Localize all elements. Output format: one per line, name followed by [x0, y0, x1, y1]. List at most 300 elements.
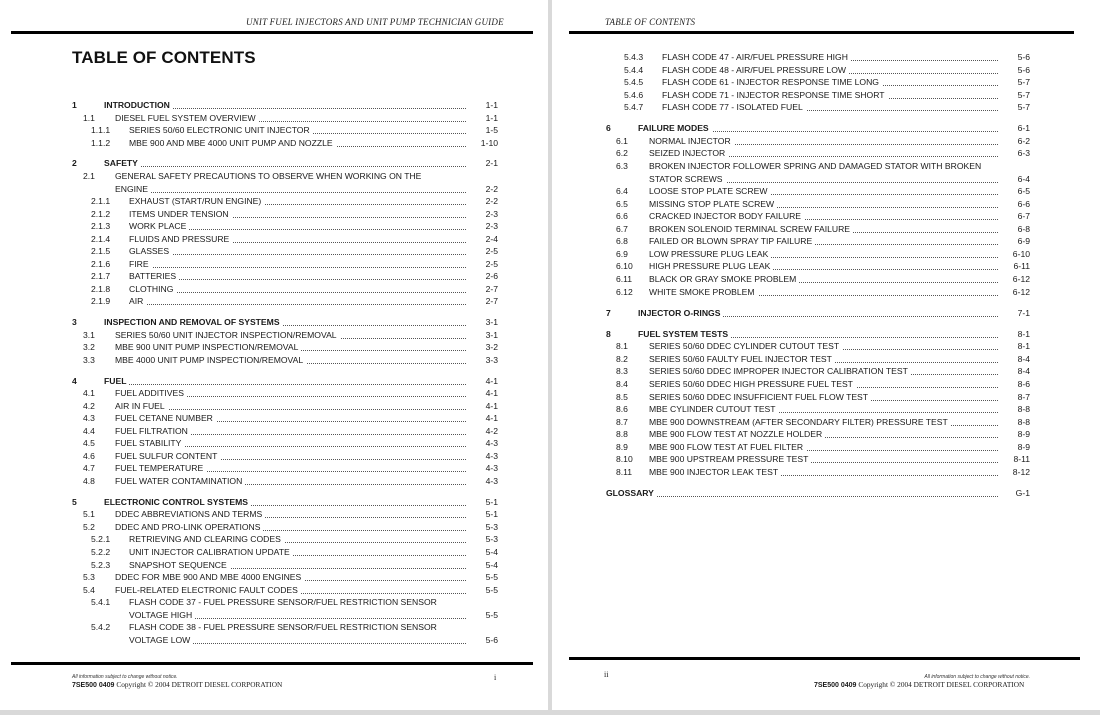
toc-title-text [129, 245, 466, 257]
toc-entry[interactable] [552, 76, 1100, 88]
footer-copyright-line [72, 680, 282, 689]
toc-page-number: 2-5 [485, 246, 498, 257]
toc-title-text [129, 609, 466, 621]
toc-section-number: 2.1.8 [91, 283, 111, 294]
toc-title-label: HIGH PRESSURE PLUG LEAK [649, 261, 773, 271]
toc-title-text [129, 208, 466, 220]
toc-entry[interactable] [0, 375, 548, 387]
toc-title-label: DIESEL FUEL SYSTEM OVERVIEW [115, 113, 259, 123]
dot-leader [115, 192, 466, 193]
toc-entry[interactable] [552, 487, 1100, 499]
toc-entry[interactable] [552, 135, 1100, 147]
toc-title-text [129, 533, 466, 545]
toc-title-label: FUEL-RELATED ELECTRONIC FAULT CODES [115, 585, 301, 595]
toc-entry[interactable] [552, 51, 1100, 63]
toc-section-number: 3.2 [83, 342, 95, 353]
toc-page-number: 1-10 [480, 137, 498, 148]
toc-title-label: VOLTAGE HIGH [129, 610, 195, 620]
toc-section-number: 6.10 [616, 261, 633, 272]
toc-title-text [649, 248, 998, 260]
toc-entry[interactable] [0, 437, 548, 449]
toc-title-text [649, 160, 1030, 172]
toc-title-text [129, 596, 498, 608]
toc-entry[interactable] [0, 329, 548, 341]
toc-entry[interactable] [0, 183, 548, 195]
toc-entry[interactable] [0, 354, 548, 366]
toc-section-number: 8.11 [616, 466, 633, 477]
toc-entry[interactable] [552, 378, 1100, 390]
toc-title-text [115, 170, 498, 182]
toc-title-label: MBE 900 FLOW TEST AT NOZZLE HOLDER [649, 429, 825, 439]
toc-section-number: 5.2.2 [91, 546, 111, 557]
toc-title-text [649, 365, 998, 377]
toc-page-number: 4-1 [485, 413, 498, 424]
toc-entry[interactable] [0, 341, 548, 353]
toc-title-label: FLASH CODE 37 - FUEL PRESSURE SENSOR/FUEL RESTRICTION SENSOR [129, 597, 440, 607]
toc-page-number: 6-5 [1017, 186, 1030, 197]
toc-entry[interactable] [552, 198, 1100, 210]
toc-title-text [129, 283, 466, 295]
toc-page-number: 2-4 [485, 233, 498, 244]
toc-title-text [129, 233, 466, 245]
toc-section-number: 6.7 [616, 223, 628, 234]
toc-section-number: 8.10 [616, 454, 633, 465]
toc-entry[interactable] [0, 387, 548, 399]
toc-title-label: MBE 900 AND MBE 4000 UNIT PUMP AND NOZZLE [129, 138, 336, 148]
header-rule [569, 31, 1074, 34]
page-folio: ii [604, 670, 609, 679]
toc-entry[interactable] [0, 112, 548, 124]
toc-title-label: FLUIDS AND PRESSURE [129, 234, 232, 244]
toc-title-text [129, 295, 466, 307]
toc-page-number: 5-7 [1017, 102, 1030, 113]
toc-title-label: FUEL SULFUR CONTENT [115, 451, 220, 461]
toc-section-number: 8.9 [616, 441, 628, 452]
toc-entry[interactable] [552, 235, 1100, 247]
toc-page-number: 6-7 [1017, 211, 1030, 222]
toc-entry[interactable] [552, 441, 1100, 453]
toc-entry[interactable] [0, 295, 548, 307]
toc-title-text [104, 316, 466, 328]
toc-title-text [638, 122, 998, 134]
toc-entry[interactable] [0, 609, 548, 621]
toc-title-text [115, 462, 466, 474]
toc-title-text [649, 147, 998, 159]
toc-title-text [662, 89, 998, 101]
toc-title-text [129, 546, 466, 558]
toc-title-label: FUEL STABILITY [115, 438, 184, 448]
toc-page-number: 3-1 [485, 317, 498, 328]
toc-entry[interactable] [0, 233, 548, 245]
toc-entry[interactable] [552, 101, 1100, 113]
footer-rule [11, 662, 533, 665]
toc-entry[interactable] [552, 428, 1100, 440]
toc-section-number: 5 [72, 496, 77, 507]
toc-section-number: 1.1.1 [91, 125, 111, 136]
toc-title-text [129, 559, 466, 571]
toc-entry[interactable] [552, 403, 1100, 415]
toc-page-number: 5-1 [485, 496, 498, 507]
toc-page-number: 5-6 [1017, 64, 1030, 75]
toc-section-number: 5.4 [83, 584, 95, 595]
toc-entry[interactable] [552, 260, 1100, 272]
toc-section-number: 6.5 [616, 198, 628, 209]
toc-page-number: 8-7 [1017, 391, 1030, 402]
toc-title-label: INJECTOR O-RINGS [638, 308, 723, 318]
toc-entry[interactable] [552, 328, 1100, 340]
toc-title-label: FLASH CODE 71 - INJECTOR RESPONSE TIME SHORT [662, 90, 888, 100]
toc-entry[interactable] [552, 273, 1100, 285]
toc-entry[interactable] [0, 137, 548, 149]
toc-title-text [606, 487, 998, 499]
toc-title-label: BATTERIES [129, 271, 179, 281]
toc-section-number: 8.5 [616, 391, 628, 402]
toc-title-label: SERIES 50/60 DDEC INSUFFICIENT FUEL FLOW TEST [649, 392, 871, 402]
toc-title-label: MBE 900 UNIT PUMP INSPECTION/REMOVAL [115, 342, 301, 352]
toc-title-label: UNIT INJECTOR CALIBRATION UPDATE [129, 547, 293, 557]
toc-title-text [115, 412, 466, 424]
toc-page-number: 8-4 [1017, 366, 1030, 377]
toc-title-text [662, 101, 998, 113]
toc-page-number: 6-2 [1017, 135, 1030, 146]
toc-title-label: EXHAUST (START/RUN ENGINE) [129, 196, 264, 206]
toc-entry[interactable] [552, 210, 1100, 222]
toc-section-number: 5.4.7 [624, 102, 644, 113]
toc-entry[interactable] [0, 258, 548, 270]
toc-entry[interactable] [0, 475, 548, 487]
toc-entry[interactable] [552, 147, 1100, 159]
toc-page-number: 2-3 [485, 208, 498, 219]
toc-title-text [662, 51, 998, 63]
toc-section-number: 4.3 [83, 413, 95, 424]
dot-leader [129, 292, 466, 293]
toc-title-text [649, 223, 998, 235]
toc-entry[interactable] [0, 270, 548, 282]
toc-title-text [638, 307, 998, 319]
toc-entry[interactable] [552, 248, 1100, 260]
toc-title-text [115, 437, 466, 449]
footer-rule [569, 657, 1080, 660]
toc-title-text [115, 341, 466, 353]
toc-page-number: 5-7 [1017, 77, 1030, 88]
toc-section-number: 6.1 [616, 135, 628, 146]
toc-title-label: NORMAL INJECTOR [649, 136, 734, 146]
toc-title-label: WHITE SMOKE PROBLEM [649, 287, 758, 297]
toc-section-number: 2.1.7 [91, 271, 111, 282]
toc-title-label: SEIZED INJECTOR [649, 148, 728, 158]
header-rule [11, 31, 533, 34]
toc-title-label: DDEC FOR MBE 900 AND MBE 4000 ENGINES [115, 572, 304, 582]
toc-entry[interactable] [0, 546, 548, 558]
toc-title-label: AIR [129, 296, 146, 306]
toc-page-number: 2-6 [485, 271, 498, 282]
toc-page-number: 5-3 [485, 534, 498, 545]
toc-section-number: 5.2 [83, 521, 95, 532]
toc-page-number: 2-1 [485, 158, 498, 169]
toc-title-label: FLASH CODE 61 - INJECTOR RESPONSE TIME LONG [662, 77, 882, 87]
dot-leader [104, 384, 466, 385]
toc-section-number: 5.4.6 [624, 89, 644, 100]
toc-entry[interactable] [0, 450, 548, 462]
toc-page-number: 5-7 [1017, 89, 1030, 100]
toc-title-text [649, 378, 998, 390]
toc-page-number: G-1 [1015, 488, 1030, 498]
toc-entry[interactable] [0, 584, 548, 596]
toc-section-number: 1.1 [83, 112, 95, 123]
toc-page-number: 4-2 [485, 425, 498, 436]
toc-page-number: 6-9 [1017, 236, 1030, 247]
toc-entry[interactable] [552, 185, 1100, 197]
toc-entry[interactable] [0, 170, 548, 182]
toc-entry[interactable] [0, 245, 548, 257]
toc-section-number: 8.6 [616, 404, 628, 415]
toc-title-label: GENERAL SAFETY PRECAUTIONS TO OBSERVE WHEN WORKING ON THE [115, 171, 424, 181]
toc-title-label: SERIES 50/60 FAULTY FUEL INJECTOR TEST [649, 354, 835, 364]
toc-title-label: FAILURE MODES [638, 123, 712, 133]
toc-entry[interactable] [0, 412, 548, 424]
toc-section-number: 4.8 [83, 476, 95, 486]
toc-entry[interactable] [552, 340, 1100, 352]
document-page-left [0, 0, 548, 710]
toc-section-number: 4.1 [83, 388, 95, 399]
toc-title-label: DDEC AND PRO-LINK OPERATIONS [115, 522, 263, 532]
toc-entry[interactable] [0, 124, 548, 136]
toc-section-number: 8.4 [616, 379, 628, 389]
toc-title-text [649, 273, 998, 285]
toc-title-label: STATOR SCREWS [649, 174, 726, 184]
document-page-right [552, 0, 1100, 710]
toc-title-label: MBE 900 UPSTREAM PRESSURE TEST [649, 454, 811, 464]
toc-title-text [649, 210, 998, 222]
toc-entry[interactable] [0, 634, 548, 646]
toc-page-number: 1-1 [485, 112, 498, 123]
toc-section-number: 6.12 [616, 286, 633, 297]
toc-title-label: MBE 900 FLOW TEST AT FUEL FILTER [649, 442, 806, 452]
toc-page-number: 3-3 [485, 354, 498, 365]
toc-entry[interactable] [0, 195, 548, 207]
toc-entry[interactable] [0, 283, 548, 295]
toc-page-number: 7-1 [1017, 307, 1030, 318]
toc-title-label: FLASH CODE 38 - FUEL PRESSURE SENSOR/FUEL RESTRICTION SENSOR [129, 622, 440, 632]
toc-title-text [129, 621, 498, 633]
toc-title-text [649, 260, 998, 272]
document-code: 7SE500 0409 [72, 682, 115, 689]
toc-page-number: 8-1 [1017, 328, 1030, 339]
toc-page-number: 8-9 [1017, 429, 1030, 440]
toc-entry[interactable] [552, 286, 1100, 298]
toc-title-label: CLOTHING [129, 284, 176, 294]
toc-section-number: 3.3 [83, 354, 95, 365]
toc-page-number: 2-5 [485, 258, 498, 269]
toc-title-text [649, 453, 998, 465]
toc-entry[interactable] [552, 365, 1100, 377]
toc-entry[interactable] [552, 173, 1100, 185]
toc-page-number: 4-1 [485, 388, 498, 399]
toc-entry[interactable] [0, 400, 548, 412]
toc-entry[interactable] [552, 122, 1100, 134]
toc-page-number: 6-8 [1017, 223, 1030, 234]
toc-title-label: BLACK OR GRAY SMOKE PROBLEM [649, 274, 799, 284]
toc-title-label: SERIES 50/60 ELECTRONIC UNIT INJECTOR [129, 125, 313, 135]
running-head: TABLE OF CONTENTS [605, 17, 696, 27]
toc-section-number: 4.4 [83, 425, 95, 436]
toc-section-number: 2.1.5 [91, 246, 111, 257]
toc-section-number: 6.8 [616, 236, 628, 247]
dot-leader [129, 254, 466, 255]
toc-page-number: 2-3 [485, 221, 498, 232]
dot-leader [104, 166, 466, 167]
toc-entry[interactable] [552, 466, 1100, 478]
toc-title-text [129, 220, 466, 232]
toc-section-number: 8.7 [616, 416, 628, 427]
toc-entry[interactable] [0, 533, 548, 545]
toc-section-number: 2.1.2 [91, 208, 111, 219]
toc-page-number: 2-2 [485, 183, 498, 194]
toc-page-number: 5-4 [485, 559, 498, 570]
toc-section-number: 2 [72, 158, 77, 169]
toc-entry[interactable] [0, 208, 548, 220]
toc-page-number: 4-1 [485, 400, 498, 411]
toc-title-label: FUEL ADDITIVES [115, 388, 187, 398]
toc-entry[interactable] [0, 596, 548, 608]
page-folio: i [494, 673, 497, 682]
toc-entry[interactable] [0, 99, 548, 111]
toc-title-text [649, 391, 998, 403]
toc-entry[interactable] [0, 316, 548, 328]
toc-title-text [649, 286, 998, 298]
document-code: 7SE500 0409 [814, 682, 857, 689]
toc-page-number: 5-5 [485, 609, 498, 620]
toc-section-number: 4.6 [83, 450, 95, 461]
toc-title-text [649, 466, 998, 478]
toc-title-label: INSPECTION AND REMOVAL OF SYSTEMS [104, 317, 283, 327]
toc-title-text [115, 571, 466, 583]
toc-entry[interactable] [552, 307, 1100, 319]
toc-title-label: CRACKED INJECTOR BODY FAILURE [649, 211, 804, 221]
toc-entry[interactable] [0, 521, 548, 533]
dot-leader [129, 267, 466, 268]
toc-entry[interactable] [0, 571, 548, 583]
toc-page-number: 2-2 [485, 196, 498, 207]
toc-section-number: 5.2.3 [91, 559, 111, 570]
toc-section-number: 5.4.5 [624, 77, 644, 88]
toc-title-label: MBE 4000 UNIT PUMP INSPECTION/REMOVAL [115, 355, 306, 365]
toc-entry[interactable] [0, 425, 548, 437]
toc-page-number: 8-9 [1017, 441, 1030, 452]
copyright-text: Copyright © 2004 DETROIT DIESEL CORPORATION [858, 680, 1025, 689]
toc-entry[interactable] [552, 391, 1100, 403]
toc-title-text [115, 354, 466, 366]
toc-title-text [104, 157, 466, 169]
toc-section-number: 5.4.4 [624, 64, 644, 75]
toc-page-number: 5-6 [1017, 52, 1030, 62]
toc-title-label: FAILED OR BLOWN SPRAY TIP FAILURE [649, 236, 815, 246]
toc-title-label: GLOSSARY [606, 488, 657, 498]
toc-title-text [115, 183, 466, 195]
toc-title-label: FUEL [104, 376, 129, 386]
toc-page-number: 8-4 [1017, 353, 1030, 364]
toc-entry[interactable] [0, 220, 548, 232]
toc-page-number: 6-12 [1012, 273, 1030, 284]
toc-title-text [104, 496, 466, 508]
toc-entry[interactable] [552, 64, 1100, 76]
toc-entry[interactable] [0, 462, 548, 474]
toc-section-number: 3 [72, 317, 77, 328]
toc-entry[interactable] [552, 223, 1100, 235]
toc-title-label: SERIES 50/60 DDEC HIGH PRESSURE FUEL TEST [649, 379, 856, 389]
toc-entry[interactable] [552, 353, 1100, 365]
toc-title-label: FUEL TEMPERATURE [115, 463, 206, 473]
toc-entry[interactable] [0, 496, 548, 508]
toc-entry[interactable] [552, 416, 1100, 428]
toc-page-number: 8-6 [1017, 379, 1030, 389]
toc-title-text [649, 173, 998, 185]
toc-entry[interactable] [0, 621, 548, 633]
toc-entry[interactable] [552, 89, 1100, 101]
toc-title-text [662, 64, 998, 76]
toc-page-number: 1-1 [485, 100, 498, 110]
toc-page-number: 6-11 [1013, 261, 1030, 272]
toc-section-number: 2.1.9 [91, 296, 111, 307]
toc-title-text [649, 135, 998, 147]
toc-title-text [104, 375, 466, 387]
toc-section-number: 4 [72, 375, 77, 386]
toc-title-label: ITEMS UNDER TENSION [129, 209, 232, 219]
toc-title-label: FLASH CODE 77 - ISOLATED FUEL [662, 102, 806, 112]
toc-entry[interactable] [0, 508, 548, 520]
toc-title-label: ENGINE [115, 184, 151, 194]
toc-title-text [115, 425, 466, 437]
toc-page-number: 5-3 [485, 521, 498, 532]
toc-entry[interactable] [552, 453, 1100, 465]
toc-page-number: 5-6 [485, 634, 498, 645]
toc-title-text [649, 235, 998, 247]
toc-title-text [115, 329, 466, 341]
toc-title-label: LOOSE STOP PLATE SCREW [649, 186, 770, 196]
toc-title-label: MBE 900 DOWNSTREAM (AFTER SECONDARY FILTER) PRESSURE TEST [649, 417, 951, 427]
toc-entry[interactable] [0, 157, 548, 169]
toc-page-number: 6-12 [1012, 286, 1030, 297]
dot-leader [129, 279, 466, 280]
toc-section-number: 2.1.1 [91, 196, 111, 207]
toc-title-text [129, 124, 466, 136]
toc-page-number: 6-3 [1017, 148, 1030, 159]
toc-title-text [638, 328, 998, 340]
toc-entry[interactable] [0, 559, 548, 571]
toc-page-number: 8-8 [1017, 416, 1030, 427]
toc-section-number: 1.1.2 [91, 137, 111, 148]
toc-page-number: 6-10 [1012, 248, 1030, 259]
toc-title-label: BROKEN INJECTOR FOLLOWER SPRING AND DAMAGED STATOR WITH BROKEN [649, 161, 984, 171]
toc-section-number: 2.1.6 [91, 258, 111, 269]
toc-page-number: 2-7 [485, 283, 498, 294]
dot-leader [606, 496, 998, 497]
toc-title-text [129, 258, 466, 270]
toc-entry[interactable] [552, 160, 1100, 172]
toc-section-number: 4.5 [83, 438, 95, 449]
toc-section-number: 6.2 [616, 148, 628, 159]
footer-notice: All information subject to change without notice. [72, 674, 178, 680]
toc-page-number: 6-6 [1017, 198, 1030, 209]
toc-title-text [115, 450, 466, 462]
footer-notice: All information subject to change without notice. [924, 674, 1030, 680]
toc-section-number: 8.3 [616, 366, 628, 377]
toc-title-label: VOLTAGE LOW [129, 635, 193, 645]
toc-title-text [649, 416, 998, 428]
toc-title-label: FLASH CODE 47 - AIR/FUEL PRESSURE HIGH [662, 52, 851, 62]
toc-title-label: ELECTRONIC CONTROL SYSTEMS [104, 497, 251, 507]
toc-title-text [129, 634, 466, 646]
